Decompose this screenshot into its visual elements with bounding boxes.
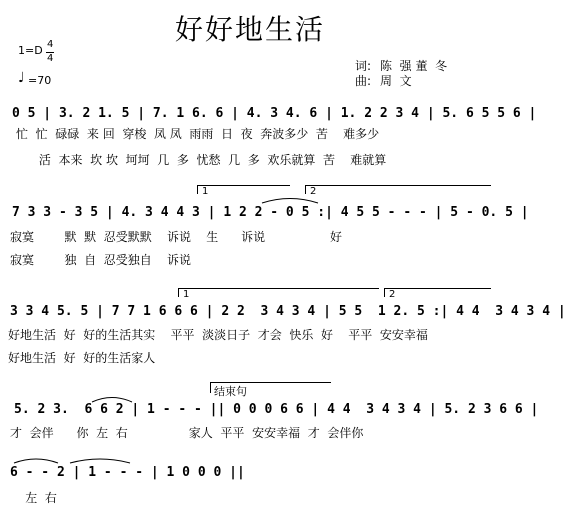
composer-label: 曲: bbox=[355, 74, 372, 88]
key-signature: 1=D bbox=[18, 44, 43, 57]
lyric-line-2-verse-2: 寂寞 独 自 忍受独自 诉说 bbox=[10, 253, 192, 267]
lyric-line-4-verse-1: 才 会伴 你 左 右 家人 平平 安安幸福 才 会伴你 bbox=[10, 426, 364, 440]
volta-number-1: 1 bbox=[202, 186, 209, 197]
lyric-line-1-verse-1: 忙 忙 碌碌 来 回 穿梭 凤 凤 雨雨 日 夜 奔波多少 苦 难多少 bbox=[16, 127, 380, 141]
song-title: 好好地生活 bbox=[174, 13, 325, 46]
time-signature-top: 4 bbox=[47, 39, 54, 50]
lyric-line-1-verse-2: 活 本来 坎 坎 坷坷 几 多 忧愁 几 多 欢乐就算 苦 难就算 bbox=[16, 153, 387, 167]
quarter-note-icon: ♩ bbox=[18, 70, 25, 86]
time-signature-bottom: 4 bbox=[47, 53, 54, 64]
lyric-line-3-verse-1: 好地生活 好 好的生活其实 平平 淡淡日子 才会 快乐 好 平平 安安幸福 bbox=[8, 328, 428, 342]
lyricist-label: 词: bbox=[355, 59, 372, 73]
slur-mark-1 bbox=[262, 199, 318, 204]
volta-number-4: 2 bbox=[389, 289, 396, 300]
lyric-line-3-verse-2: 好地生活 好 好的生活家人 bbox=[8, 351, 156, 365]
notation-line-5: 6 - - 2 | 1 - - - | 1 0 0 0 || bbox=[10, 465, 245, 480]
slur-mark-2 bbox=[92, 398, 132, 403]
slur-mark-4 bbox=[70, 459, 130, 463]
slur-mark-3 bbox=[14, 459, 58, 463]
lyric-line-2-verse-1: 寂寞 默 默 忍受默默 诉说 生 诉说 好 bbox=[10, 230, 343, 244]
notation-line-1: 0 5 | 3. 2 1. 5 | 7. 1 6. 6 | 4. 3 4. 6 | 1. 2 2 3 4 | 5. 6 5 5 6 | bbox=[12, 106, 537, 121]
notation-line-2: 7 3 3 - 3 5 | 4. 3 4 4 3 | 1 2 2 - 0 5 :| 4 5 5 - - - | 5 - 0. 5 | bbox=[12, 205, 529, 220]
volta-number-3: 1 bbox=[183, 289, 190, 300]
lyricist-names: 陈 强 董 冬 bbox=[380, 59, 448, 73]
composer-name: 周 文 bbox=[380, 74, 412, 88]
lyric-line-5-verse-1: 左 右 bbox=[10, 491, 57, 505]
notation-line-3: 3 3 4 5. 5 | 7 7 1 6 6 6 | 2 2 3 4 3 4 | 5 5 1 2. 5 :| 4 4 3 4 3 4 | bbox=[10, 304, 566, 319]
ending-section-label: 结束句 bbox=[214, 385, 247, 398]
tempo-value: =70 bbox=[28, 74, 52, 87]
volta-number-2: 2 bbox=[310, 186, 317, 197]
notation-line-4: 5. 2 3. 6 6 2 | 1 - - - || 0 0 0 6 6 | 4 4 3 4 3 4 | 5. 2 3 6 6 | bbox=[14, 402, 539, 417]
